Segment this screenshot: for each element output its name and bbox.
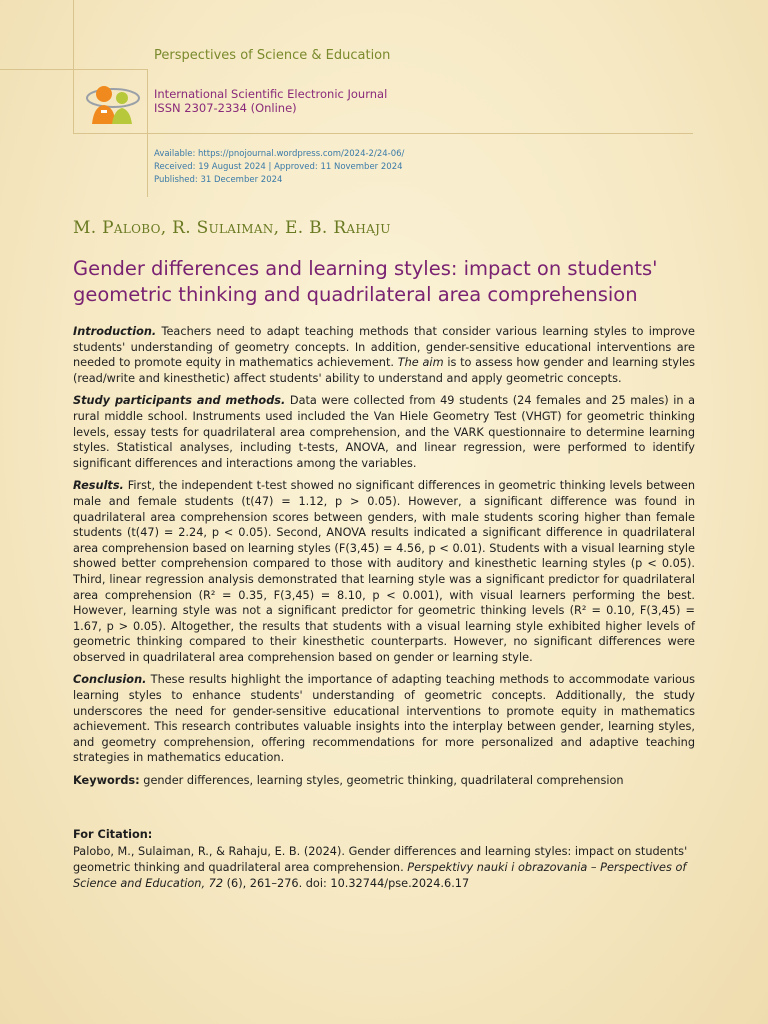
article-title: Gender differences and learning styles: impact on students' geometric thinking and quadrilateral area comprehension (73, 257, 658, 306)
results-label: Results. (73, 479, 124, 493)
aim-label: The aim (397, 356, 444, 370)
authors: M. Palobo, R. Sulaiman, E. B. Rahaju (73, 218, 391, 238)
methods-text: Data were collected from 49 students (24 females and 25 males) in a rural middle school. Instruments used included the Van Hiele Geometry Test (VHGT) for geometric thinking levels, essay tests for quadrilateral area comprehension, and the VARK questionnaire to determine learning styles. Statistical analyses, including t-tests, ANOVA, and linear regression, were performed to identify significant differences and interactions among the variables. (73, 394, 695, 470)
abstract-results (73, 478, 695, 665)
received-date: Received: 19 August 2024 | Approved: 11 November 2024 (154, 162, 403, 172)
abstract (73, 324, 695, 796)
frame-horizontal-line-bottom (73, 133, 693, 134)
citation-journal: Perspektivy nauki i obrazovania – Perspectives of Science and Education, 72 (73, 861, 687, 890)
keywords-label: Keywords: (73, 774, 140, 788)
citation-text (73, 844, 695, 892)
journal-subtitle-block (154, 87, 387, 115)
introduction-label: Introduction. (73, 325, 157, 338)
frame-vertical-line (73, 0, 74, 134)
conclusion-text: These results highlight the importance of adapting teaching methods to accommodate various learning styles to enhance students' understanding of geometric concepts. Additionally, the study underscores the need for gender-sensitive educational interventions to promote equity in mathematics achievement. This research contributes valuable insights into the interplay between gender, learning styles, and geometry comprehension, offering recommendations for more personalized and adaptive teaching strategies in mathematics education. (73, 673, 695, 765)
citation-label: For Citation: (73, 828, 153, 841)
abstract-conclusion (73, 672, 695, 766)
citation-doi: (6), 261–276. doi: 10.32744/pse.2024.6.17 (223, 877, 470, 890)
citation (73, 827, 695, 892)
abstract-keywords (73, 773, 695, 789)
citation-reference: Palobo, M., Sulaiman, R., & Rahaju, E. B. (2024). Gender differences and learning styles: impact on students' geometric thinking and quadrilateral area comprehension. (73, 845, 688, 874)
methods-label: Study participants and methods. (73, 394, 286, 408)
abstract-methods (73, 393, 695, 471)
journal-issn: ISSN 2307-2334 (Online) (154, 101, 297, 115)
available-link[interactable]: Available: https://pnojournal.wordpress.com/2024-2/24-06/ (154, 149, 405, 159)
publication-dates (154, 148, 404, 187)
journal-name: Perspectives of Science & Education (154, 48, 391, 63)
two-people-logo-icon (84, 80, 142, 126)
results-text: First, the independent t-test showed no significant differences in geometric thinking levels between male and female students (t(47) = 1.12, p > 0.05). However, a significant difference was found in quadrilateral area comprehension scores between genders, with male students scoring higher than female students (t(47) = 2.24, p < 0.05). Second, ANOVA results indicated a significant difference in quadrilateral area comprehension based on learning styles (F(3,45) = 4.56, p < 0.01). Students with a visual learning style showed better comprehension compared to those with auditory and kinesthetic learning styles (p < 0.05). Third, linear regression analysis demonstrated that learning style was a significant predictor for quadrilateral area comprehension (R² = 0.35, F(3,45) = 8.10, p < 0.001), with visual learners performing the best. However, learning style was not a significant predictor for geometric thinking levels (R² = 0.10, F(3,45) = 1.67, p > 0.05). Altogether, the results that students with a visual learning style exhibited higher levels of geometric thinking compared to their kinesthetic counterparts. However, no significant differences were observed in quadrilateral area comprehension based on gender or learning style. (73, 479, 695, 664)
introduction-aim-text: is to assess how gender and learning styles (read/write and kinesthetic) affect students' ability to understand and apply geometric concepts. (73, 356, 696, 385)
conclusion-label: Conclusion. (73, 673, 147, 687)
keywords-text: gender differences, learning styles, geometric thinking, quadrilateral comprehension (139, 774, 624, 788)
published-date: Published: 31 December 2024 (154, 175, 283, 185)
introduction-text: Teachers need to adapt teaching methods that consider various learning styles to improve students' understanding of geometry concepts. In addition, gender-sensitive educational interventions are needed to promote equity in mathematics achievement. (73, 325, 695, 370)
abstract-introduction (73, 324, 695, 386)
frame-horizontal-line-top (0, 69, 148, 70)
journal-subtitle: International Scientific Electronic Journal (154, 87, 388, 101)
